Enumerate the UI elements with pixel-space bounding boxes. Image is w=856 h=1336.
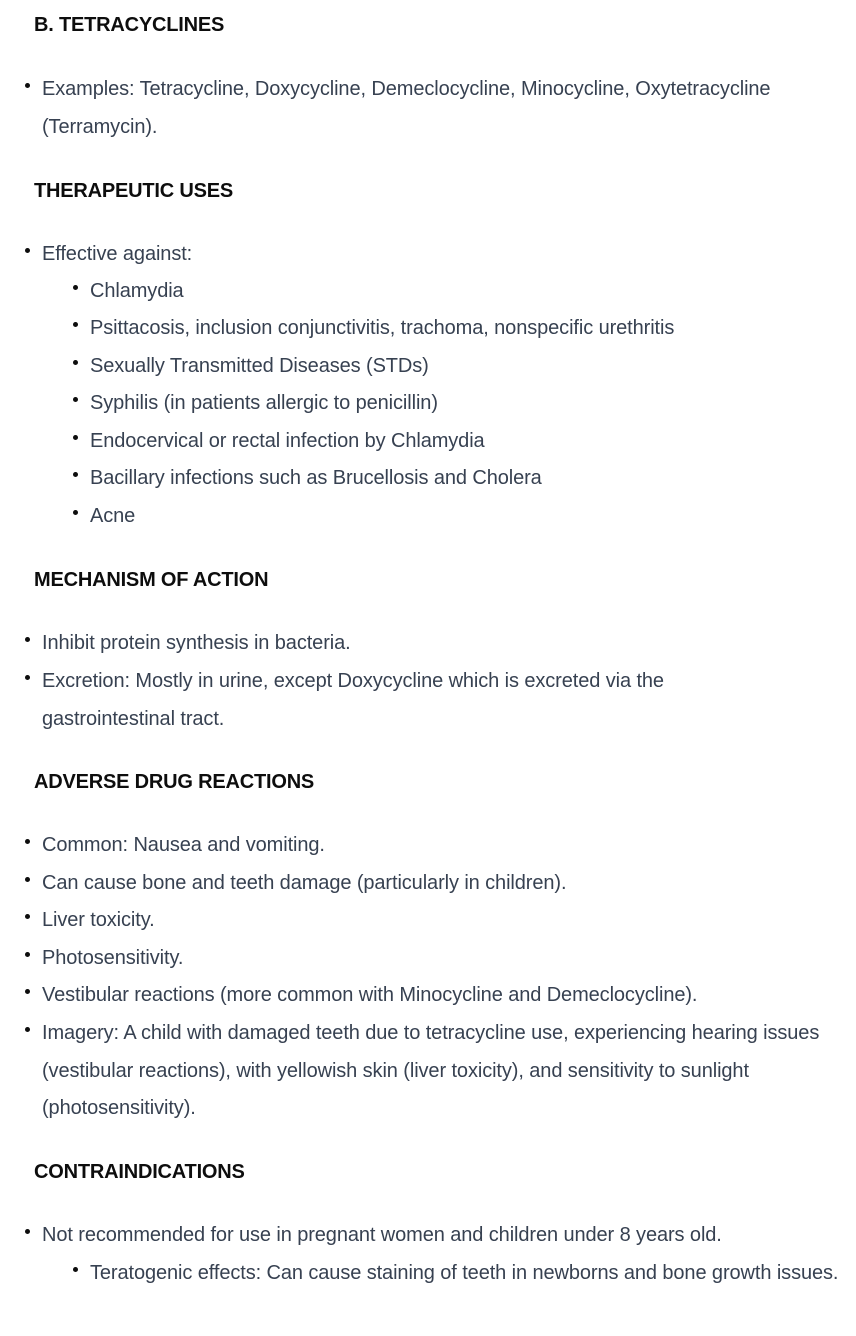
bullet-icon — [25, 952, 30, 957]
sub-list-item: Psittacosis, inclusion conjunctivitis, trachoma, nonspecific urethritis — [90, 317, 675, 339]
sub-list-item: Bacillary infections such as Brucellosis and Cholera — [90, 467, 542, 489]
list-item-effective-against: Effective against: — [42, 243, 193, 265]
section-heading-tetracyclines: B. TETRACYCLINES — [34, 14, 225, 36]
sub-list-item: Syphilis (in patients allergic to penicillin) — [90, 392, 438, 414]
bullet-icon — [25, 248, 30, 253]
sub-bullet-icon — [73, 510, 78, 515]
list-item: Excretion: Mostly in urine, except Doxycycline which is excreted via the gastrointestinal tract. — [42, 670, 664, 730]
sub-bullet-icon — [73, 360, 78, 365]
list-item: Not recommended for use in pregnant women and children under 8 years old. — [42, 1224, 722, 1246]
bullet-icon — [25, 83, 30, 88]
bullet-icon — [25, 877, 30, 882]
sub-bullet-icon — [73, 435, 78, 440]
sub-bullet-icon — [73, 1267, 78, 1272]
sub-list-item: Endocervical or rectal infection by Chlamydia — [90, 430, 485, 452]
sub-list-item: Chlamydia — [90, 280, 184, 302]
bullet-icon — [25, 839, 30, 844]
bullet-icon — [25, 989, 30, 994]
list-item: Imagery: A child with damaged teeth due to tetracycline use, experiencing hearing issues (vestibular reactions), with yellowish skin (liver toxicity), and sensitivity to sunlight (photosensitivity). — [42, 1022, 820, 1119]
list-item: Inhibit protein synthesis in bacteria. — [42, 632, 351, 654]
bullet-icon — [25, 1027, 30, 1032]
section-heading-adverse-drug-reactions: ADVERSE DRUG REACTIONS — [34, 771, 315, 793]
section-heading-therapeutic-uses: THERAPEUTIC USES — [34, 180, 234, 202]
bullet-icon — [25, 675, 30, 680]
sub-list-item: Acne — [90, 505, 136, 527]
list-item: Vestibular reactions (more common with Minocycline and Demeclocycline). — [42, 984, 698, 1006]
bullet-icon — [25, 914, 30, 919]
section-heading-contraindications: CONTRAINDICATIONS — [34, 1161, 245, 1183]
list-item: Can cause bone and teeth damage (particularly in children). — [42, 872, 567, 894]
sub-list-item: Teratogenic effects: Can cause staining of teeth in newborns and bone growth issues. — [90, 1262, 839, 1284]
list-item: Common: Nausea and vomiting. — [42, 834, 325, 856]
sub-bullet-icon — [73, 472, 78, 477]
bullet-icon — [25, 1229, 30, 1234]
sub-list-item: Sexually Transmitted Diseases (STDs) — [90, 355, 429, 377]
sub-bullet-icon — [73, 397, 78, 402]
list-item: Liver toxicity. — [42, 909, 155, 931]
bullet-icon — [25, 637, 30, 642]
section-heading-mechanism-of-action: MECHANISM OF ACTION — [34, 569, 269, 591]
list-item: Photosensitivity. — [42, 947, 184, 969]
list-item-examples: Examples: Tetracycline, Doxycycline, Demeclocycline, Minocycline, Oxytetracycline (Terramycin). — [42, 78, 771, 138]
sub-bullet-icon — [73, 285, 78, 290]
sub-bullet-icon — [73, 322, 78, 327]
